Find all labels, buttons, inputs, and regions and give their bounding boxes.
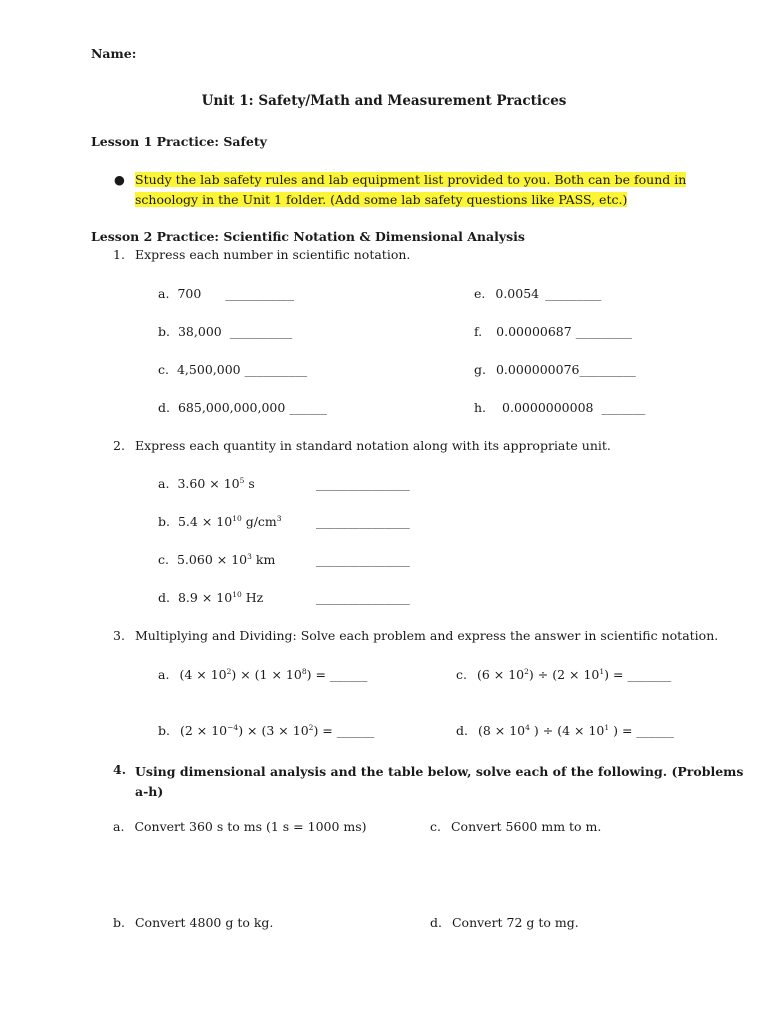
q1-item-f: f. 0.00000687 _________: [474, 324, 632, 339]
lesson1-heading: Lesson 1 Practice: Safety: [91, 134, 267, 149]
q3-item-b: b. $(2 \times 10^{-4}) \times (3 \times 10^2)$ = ______: [158, 722, 375, 738]
q2-item-a: a. $3.60 \times 10^5$ s: [158, 475, 255, 491]
q2-item-c: c. $5.060 \times 10^3$ km: [158, 551, 276, 567]
q2-prompt: Express each quantity in standard notation along with its appropriate unit.: [135, 438, 611, 453]
q4-item-b: b. Convert 4800 g to kg.: [113, 915, 274, 930]
q4-item-a: a. Convert 360 s to ms (1 s = 1000 ms): [113, 819, 367, 834]
q2-blank-c: _______________: [316, 552, 410, 567]
lesson1-bullet: [135, 170, 686, 210]
q2-number: 2.: [113, 438, 125, 453]
q1-number: 1.: [113, 247, 125, 262]
q3-number: 3.: [113, 628, 125, 643]
q3-prompt: Multiplying and Dividing: Solve each problem and express the answer in scientific notation.: [135, 628, 719, 643]
bullet-marker: ●: [114, 172, 125, 187]
q1-prompt: Express each number in scientific notation.: [135, 247, 411, 262]
q1-item-a: a. 700 ___________: [158, 286, 295, 301]
q3-item-d: d. ($8 \times 10^4$ ) ÷ ($4 \times 10^1$ ) = ______: [456, 722, 674, 738]
q1-item-d: d. 685,000,000,000 ______: [158, 400, 327, 415]
q2-item-d: d. $8.9 \times 10^{10}$ Hz: [158, 589, 264, 605]
name-label: Name:: [91, 46, 137, 61]
q1-item-c: c. 4,500,000 __________: [158, 362, 308, 377]
q4-item-c: c. Convert 5600 mm to m.: [430, 819, 602, 834]
page-title: Unit 1: Safety/Math and Measurement Practices: [201, 93, 567, 109]
bullet-line-2: schoology in the Unit 1 folder. (Add some lab safety questions like PASS, etc.): [135, 192, 628, 207]
q1-item-h: h. 0.0000000008 _______: [474, 400, 646, 415]
lesson2-heading: Lesson 2 Practice: Scientific Notation & Dimensional Analysis: [91, 229, 525, 244]
q1-item-g: g. 0.000000076_________: [474, 362, 636, 377]
q2-blank-b: _______________: [316, 514, 410, 529]
q4-prompt: Using dimensional analysis and the table below, solve each of the following. (Problems a-h): [135, 764, 744, 799]
q2-blank-a: _______________: [316, 476, 410, 491]
q2-blank-d: _______________: [316, 590, 410, 605]
q4-item-d: d. Convert 72 g to mg.: [430, 915, 579, 930]
q1-item-b: b. 38,000 __________: [158, 324, 293, 339]
q4-number: 4.: [113, 762, 127, 777]
q3-item-a: a. $(4 \times 10^2) \times (1 \times 10^8)$ = ______: [158, 666, 368, 682]
q3-item-c: c. $(6 \times 10^2) \div (2 \times 10^1)$ = _______: [456, 666, 672, 682]
q1-item-e: e. 0.0054 _________: [474, 286, 602, 301]
q2-item-b: b. $5.4 \times 10^{10}$ $g/cm^3$: [158, 513, 282, 529]
bullet-line-1: Study the lab safety rules and lab equipment list provided to you. Both can be found in: [135, 172, 687, 187]
